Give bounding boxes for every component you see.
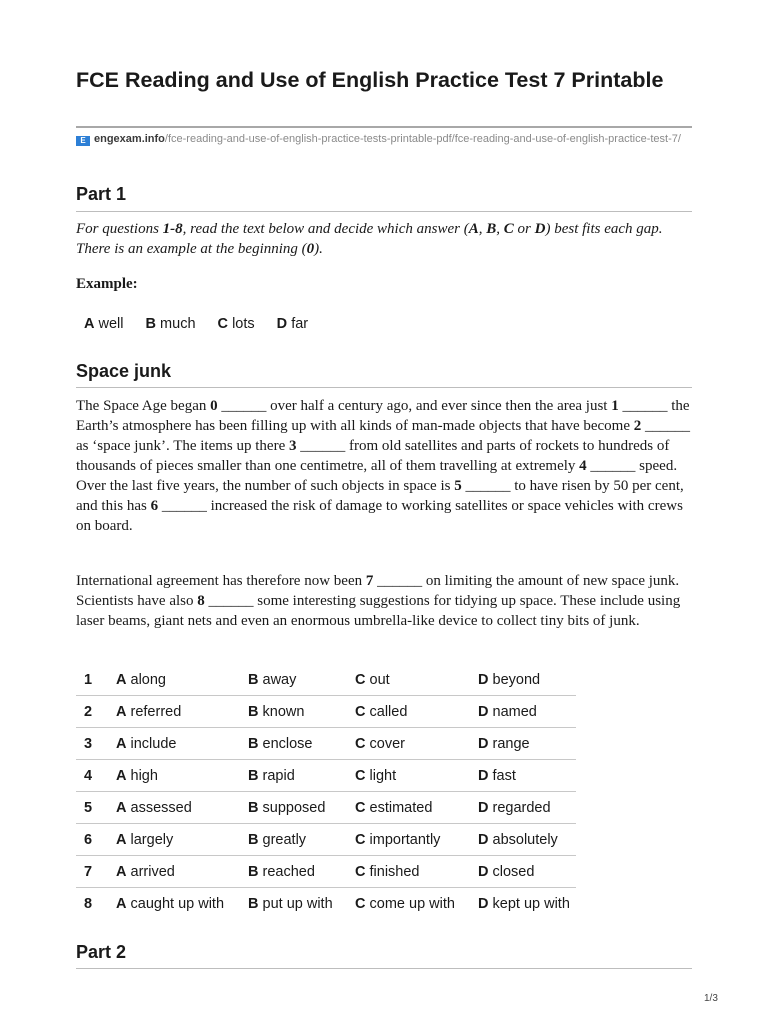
table-row xyxy=(76,696,576,728)
answer-option-c: C finished xyxy=(355,856,478,888)
answer-options-table xyxy=(76,664,576,919)
answer-option-c: C come up with xyxy=(355,895,455,912)
table-row xyxy=(76,760,576,792)
table-row xyxy=(76,664,576,696)
answer-option-d: D range xyxy=(478,728,576,760)
reading-paragraph-1: The Space Age began 0 ______ over half a century ago, and ever since then the area just 1 ______ the Earth’s atmosphere has been filling up with all kinds of man-made objects that have become 2 ______ as ‘space junk’. The items up there 3 ______ from old satellites and parts of rockets to hundreds of thousands of pieces smaller than one centimetre, all of them travelling at extremely 4 ______ speed. Over the last five years, the number of such objects in space is 5 ______ to have risen by 50 per cent, and this has 6 ______ increased the risk of damage to working satellites or space vehicles with crews on board. xyxy=(76,398,691,534)
part2-divider xyxy=(76,968,692,969)
table-row xyxy=(76,792,576,824)
example-option-b: B much xyxy=(145,316,196,332)
answer-option-c: C cover xyxy=(355,728,478,760)
answer-option-a: A assessed xyxy=(116,792,248,824)
answer-option-b: B supposed xyxy=(248,792,355,824)
answer-option-d: D fast xyxy=(478,760,576,792)
page-title: FCE Reading and Use of English Practice Test 7 Printable xyxy=(76,68,664,92)
answer-option-c: C light xyxy=(355,760,478,792)
answer-option-c: C out xyxy=(355,664,478,696)
table-row xyxy=(76,888,576,920)
question-number: 2 xyxy=(76,696,116,728)
source-url[interactable] xyxy=(76,132,692,147)
question-number: 4 xyxy=(76,760,116,792)
table-row xyxy=(76,728,576,760)
answer-option-a: A include xyxy=(116,728,248,760)
answer-option-a: A referred xyxy=(116,696,248,728)
answer-option-a: A along xyxy=(116,664,248,696)
question-number: 3 xyxy=(76,728,116,760)
reading-paragraph-2: International agreement has therefore now been 7 ______ on limiting the amount of new space junk. Scientists have also 8 ______ some interesting suggestions for tidying up space. These include using laser beams, giant nets and even an enormous umbrella-like device to collect tiny bits of junk. xyxy=(76,573,681,629)
part1-instruction: For questions 1-8, read the text below and decide which answer (A, B, C or D) best fits each gap. There is an example at the beginning (0). xyxy=(76,221,663,257)
example-label: Example: xyxy=(76,276,138,292)
text-title: Space junk xyxy=(76,361,172,381)
text-title-divider xyxy=(76,387,692,388)
part2-heading: Part 2 xyxy=(76,942,127,962)
answer-option-d: D beyond xyxy=(478,664,576,696)
answer-option-a: A arrived xyxy=(116,856,248,888)
question-number: 6 xyxy=(76,824,116,856)
question-number: 8 xyxy=(84,895,93,912)
table-row xyxy=(76,856,576,888)
source-domain: engexam.info xyxy=(94,133,165,145)
answer-option-b: B rapid xyxy=(248,760,355,792)
answer-option-d: D regarded xyxy=(478,792,576,824)
answer-option-d: D kept up with xyxy=(478,895,570,912)
answer-option-b: B greatly xyxy=(248,824,355,856)
answer-option-c: C called xyxy=(355,696,478,728)
part1-divider xyxy=(76,211,692,212)
answer-option-b: B away xyxy=(248,664,355,696)
source-path: /fce-reading-and-use-of-english-practice-tests-printable-pdf/fce-reading-and-use-of-english-practice-test-7/ xyxy=(164,133,681,145)
question-number: 1 xyxy=(76,664,116,696)
answer-option-c: C estimated xyxy=(355,792,478,824)
answer-option-a: A largely xyxy=(116,824,248,856)
answer-option-c: C importantly xyxy=(355,824,478,856)
title-divider xyxy=(76,126,692,128)
answer-option-b: B put up with xyxy=(248,895,333,912)
example-option-d: D far xyxy=(276,316,309,332)
answer-option-b: B reached xyxy=(248,856,355,888)
question-number: 7 xyxy=(76,856,116,888)
question-number: 5 xyxy=(76,792,116,824)
example-option-a: A well xyxy=(84,316,124,332)
example-options xyxy=(84,316,326,332)
site-favicon-icon: E xyxy=(76,136,90,146)
answer-option-d: D closed xyxy=(478,856,576,888)
answer-option-d: D named xyxy=(478,696,576,728)
answer-option-b: B enclose xyxy=(248,728,355,760)
answer-option-a: A caught up with xyxy=(116,895,225,912)
part1-heading: Part 1 xyxy=(76,184,127,204)
example-option-c: C lots xyxy=(217,316,255,332)
answer-option-d: D absolutely xyxy=(478,824,576,856)
answer-option-b: B known xyxy=(248,696,355,728)
page-number: 1/3 xyxy=(704,993,718,1004)
table-row xyxy=(76,824,576,856)
answer-option-a: A high xyxy=(116,760,248,792)
